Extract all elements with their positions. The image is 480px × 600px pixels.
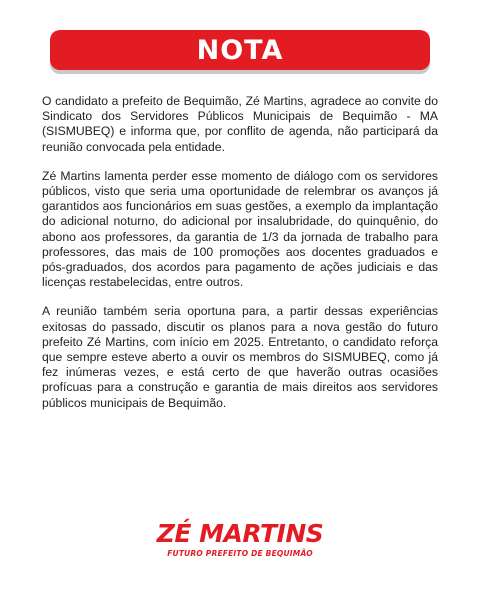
banner-title: NOTA: [196, 34, 284, 66]
title-banner: [50, 30, 430, 70]
note-body: [42, 94, 438, 425]
logo-subtitle: FUTURO PREFEITO DE BEQUIMÃO: [167, 549, 313, 558]
paragraph-1: O candidato a prefeito de Bequimão, Zé Martins, agradece ao convite do Sindicato dos Servidores Públicos Municipais de Bequimão - MA (SISMUBEQ) e informa que, por conflito de agenda, não participará da reunião convocada pela entidade.: [42, 94, 438, 154]
logo-name: ZÉ MARTINS: [156, 519, 324, 548]
paragraph-3: A reunião também seria oportuna para, a partir dessas experiências exitosas do passado, discutir os planos para a nova gestão do futuro prefeito Zé Martins, com início em 2025. Entretanto, o candidato reforça que sempre esteve aberto a ouvir os membros do SISMUBEQ, como já fez inúmeras vezes, e está certo de que haverão outras ocasiões profícuas para a construção e garantia de mais direitos aos servidores públicos municipais de Bequimão.: [42, 304, 438, 410]
paragraph-2: Zé Martins lamenta perder esse momento de diálogo com os servidores públicos, visto que seria uma oportunidade de relembrar os avanços já garantidos aos funcionários em suas gestões, a exemplo da implantação do adicional noturno, do adicional por insalubridade, do quinquênio, do abono aos professores, da garantia de 1/3 da jornada de trabalho para professores, das mais de 100 promoções aos docentes graduados e pós-graduados, dos acordos para pagamento de ações judiciais e das licenças restabelecidas, entre outros.: [42, 168, 438, 290]
candidate-logo: [0, 520, 480, 558]
